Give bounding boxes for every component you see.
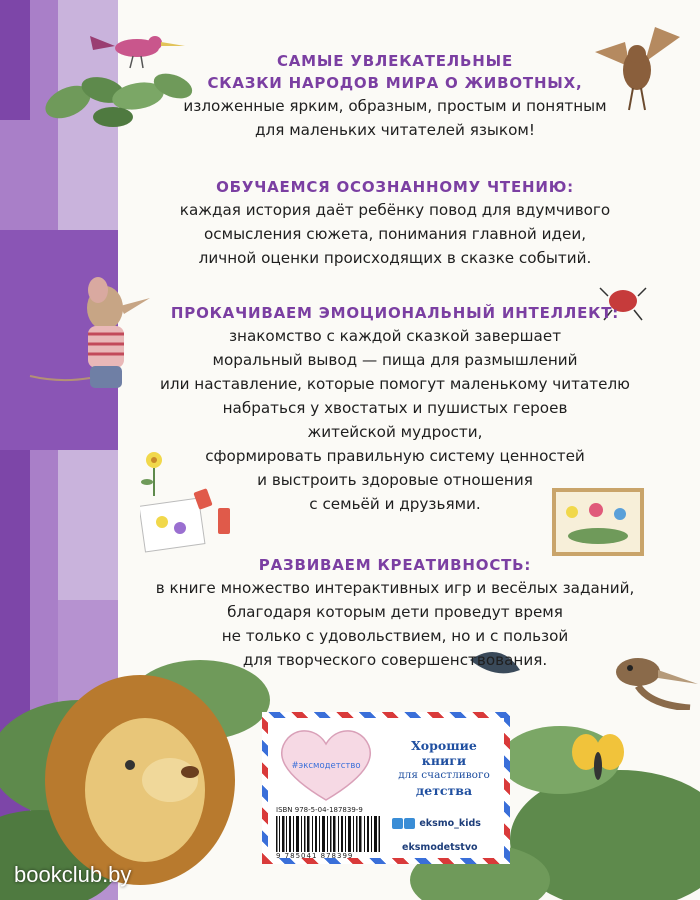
section-text <box>100 198 690 270</box>
text-line: и выстроить здоровые отношения <box>257 471 533 489</box>
heading-line: САМЫЕ УВЛЕКАТЕЛЬНЫЕ <box>276 52 514 70</box>
barcode <box>276 816 380 852</box>
watermark: bookclub.by <box>14 862 132 887</box>
text-line: или наставление, которые помогут маленькому читателю <box>160 375 630 393</box>
website-text: eksmodetstvo <box>402 842 478 853</box>
slogan-line: книги <box>421 753 467 768</box>
slogan-line: для счастливого <box>398 769 490 781</box>
text-line: осмысления сюжета, понимания главной идеи, <box>203 225 587 243</box>
section-text <box>100 576 690 672</box>
social-handle <box>392 818 481 829</box>
section-heading <box>100 554 690 576</box>
vk-icon <box>392 818 403 829</box>
heading-line: РАЗВИВАЕМ КРЕАТИВНОСТЬ: <box>258 556 532 574</box>
heading-line: СКАЗКИ НАРОДОВ МИРА О ЖИВОТНЫХ, <box>207 74 583 92</box>
text-line: изложенные ярким, образным, простым и понятным <box>183 97 607 115</box>
social-handle-text: eksmo_kids <box>419 818 481 829</box>
text-line: для творческого совершенствования. <box>242 651 548 669</box>
slogan-line: Хорошие <box>411 738 477 753</box>
text-line: знакомство с каждой сказкой завершает <box>228 327 562 345</box>
text-line: в книге множество интерактивных игр и весёлых заданий, <box>155 579 635 597</box>
heading-line: ПРОКАЧИВАЕМ ЭМОЦИОНАЛЬНЫЙ ИНТЕЛЛЕКТ: <box>170 304 620 322</box>
text-line: сформировать правильную систему ценностей <box>205 447 585 465</box>
heading-line: ОБУЧАЕМСЯ ОСОЗНАННОМУ ЧТЕНИЮ: <box>216 178 574 196</box>
text-line: для маленьких читателей языком! <box>255 121 535 139</box>
section-emotional <box>100 302 690 516</box>
text-line: не только с удовольствием, но и с пользой <box>221 627 569 645</box>
section-heading <box>100 176 690 198</box>
stripe-dark-top <box>0 0 30 120</box>
section-heading <box>100 302 690 324</box>
slogan-line: детства <box>415 783 473 798</box>
telegram-icon <box>404 818 415 829</box>
section-creativity <box>100 554 690 672</box>
section-text <box>100 324 690 516</box>
text-line: с семьёй и друзьями. <box>309 495 481 513</box>
publisher-label <box>262 712 510 864</box>
section-reading <box>100 176 690 270</box>
section-heading <box>100 50 690 94</box>
butterfly-illustration <box>568 728 628 788</box>
text-line: каждая история даёт ребёнку повод для вдумчивого <box>179 201 611 219</box>
section-text <box>100 94 690 142</box>
section-stories <box>100 50 690 142</box>
slogan <box>386 738 502 798</box>
text-line: личной оценки происходящих в сказке событий. <box>198 249 592 267</box>
text-line: благодаря которым дети проведут время <box>227 603 563 621</box>
heart-logo <box>274 724 378 804</box>
heart-logo-text: #эксмодетство <box>291 761 361 771</box>
text-line: житейской мудрости, <box>307 423 483 441</box>
isbn-text: ISBN 978-5-04-187839-9 <box>276 806 363 814</box>
text-line: моральный вывод — пища для размышлений <box>212 351 578 369</box>
barcode-number: 9 785041 878399 <box>276 852 354 860</box>
text-line: набраться у хвостатых и пушистых героев <box>222 399 568 417</box>
